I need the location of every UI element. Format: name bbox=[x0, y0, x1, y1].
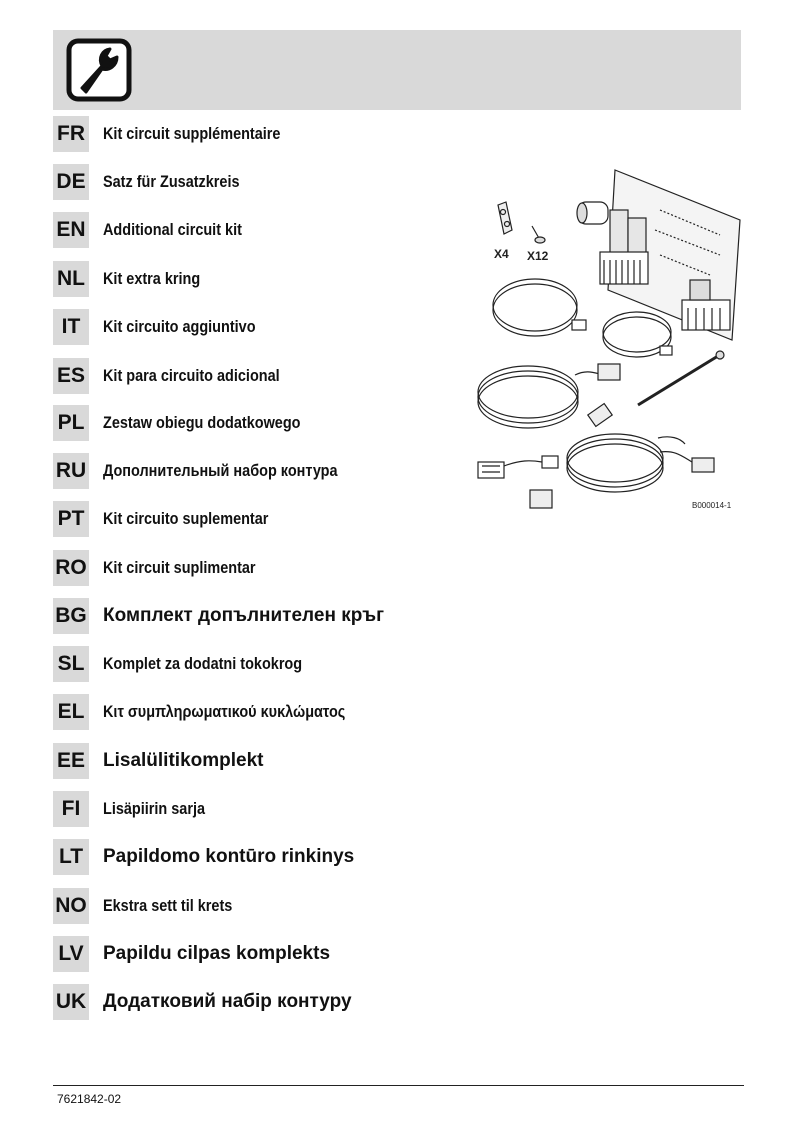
lang-row-fi bbox=[53, 791, 473, 827]
lang-code: EE bbox=[53, 743, 89, 779]
lang-title: Kit circuito suplementar bbox=[103, 509, 269, 528]
lang-row-ro bbox=[53, 550, 473, 586]
lang-code: PL bbox=[53, 405, 89, 441]
lang-row-uk bbox=[53, 984, 473, 1020]
lang-code: EL bbox=[53, 694, 89, 730]
lang-row-es bbox=[53, 358, 473, 394]
cable-coil-icon bbox=[567, 434, 714, 492]
lang-title: Komplet za dodatni tokokrog bbox=[103, 654, 303, 673]
lang-row-pl bbox=[53, 405, 473, 441]
lang-title: Ekstra sett til krets bbox=[103, 896, 233, 915]
lang-code: RO bbox=[53, 550, 89, 586]
lang-code: RU bbox=[53, 453, 89, 489]
lang-code: NL bbox=[53, 261, 89, 297]
lang-title: Kit circuit supplémentaire bbox=[103, 124, 281, 143]
lang-title: Papildu cilpas komplekts bbox=[103, 943, 331, 964]
lang-code: ES bbox=[53, 358, 89, 394]
connector-plug-icon bbox=[478, 456, 558, 508]
figure-id: B000014-1 bbox=[692, 501, 732, 510]
bracket-x4-icon bbox=[498, 202, 512, 234]
lang-code: LT bbox=[53, 839, 89, 875]
lang-row-en bbox=[53, 212, 473, 248]
lang-title: Satz für Zusatzkreis bbox=[103, 172, 240, 191]
lang-title: Zestaw obiegu dodatkowego bbox=[103, 413, 301, 432]
lang-code: PT bbox=[53, 501, 89, 537]
lang-title: Додатковий набір контуру bbox=[103, 991, 352, 1012]
lang-code: DE bbox=[53, 164, 89, 200]
lang-title: Комплект допълнителен кръг bbox=[103, 605, 385, 626]
lang-row-fr bbox=[53, 116, 473, 152]
label-x12: X12 bbox=[527, 249, 549, 263]
document-number: 7621842-02 bbox=[57, 1092, 122, 1106]
cable-coil-icon bbox=[478, 364, 620, 428]
lang-row-bg bbox=[53, 598, 473, 634]
sensor-probe-icon bbox=[638, 351, 724, 405]
lang-code: FR bbox=[53, 116, 89, 152]
lang-row-it bbox=[53, 309, 473, 345]
lang-code: EN bbox=[53, 212, 89, 248]
lang-code: BG bbox=[53, 598, 89, 634]
lang-code: NO bbox=[53, 888, 89, 924]
lang-code: FI bbox=[53, 791, 89, 827]
lang-title: Kit extra kring bbox=[103, 269, 201, 288]
lang-row-ee bbox=[53, 743, 473, 779]
lang-title: Kit circuito aggiuntivo bbox=[103, 317, 256, 336]
lang-row-lt bbox=[53, 839, 473, 875]
lang-title: Papildomo kontūro rinkinys bbox=[103, 846, 355, 867]
screw-x12-icon bbox=[532, 226, 545, 243]
lang-title: Lisäpiirin sarja bbox=[103, 799, 205, 818]
label-x4: X4 bbox=[494, 247, 509, 261]
lang-title: Κιτ συμπληρωματικού κυκλώματος bbox=[103, 702, 346, 721]
lang-code: UK bbox=[53, 984, 89, 1020]
lang-row-de bbox=[53, 164, 473, 200]
lang-row-sl bbox=[53, 646, 473, 682]
lang-code: SL bbox=[53, 646, 89, 682]
lang-row-el bbox=[53, 694, 473, 730]
lang-row-lv bbox=[53, 936, 473, 972]
header-bar bbox=[53, 30, 741, 110]
lang-title: Kit para circuito adicional bbox=[103, 366, 280, 385]
circuit-board-icon bbox=[577, 170, 740, 340]
footer-divider bbox=[53, 1085, 744, 1086]
lang-title: Additional circuit kit bbox=[103, 220, 242, 239]
kit-illustration bbox=[470, 160, 745, 520]
lang-row-ru bbox=[53, 453, 473, 489]
lang-code: LV bbox=[53, 936, 89, 972]
lang-code: IT bbox=[53, 309, 89, 345]
lang-row-no bbox=[53, 888, 473, 924]
lang-row-nl bbox=[53, 261, 473, 297]
wrench-icon bbox=[66, 38, 132, 102]
lang-title: Дополнительный набор контура bbox=[103, 461, 338, 480]
lang-row-pt bbox=[53, 501, 473, 537]
lang-title: Kit circuit suplimentar bbox=[103, 558, 256, 577]
lang-title: Lisalülitikomplekt bbox=[103, 750, 264, 771]
